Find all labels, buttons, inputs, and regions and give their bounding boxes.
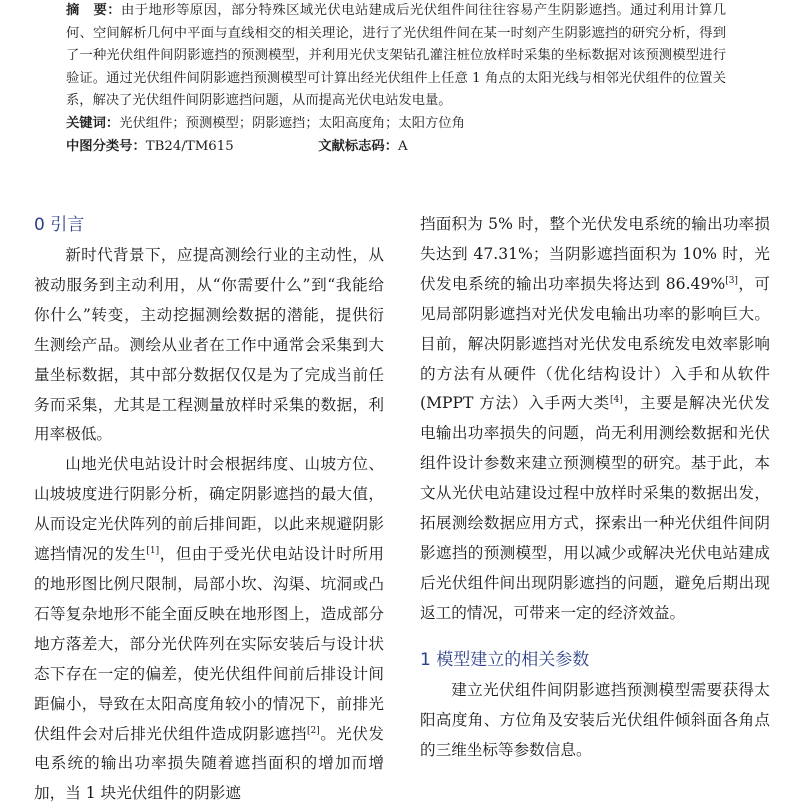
right-column bbox=[420, 210, 770, 765]
citation-ref-3[interactable]: [3] bbox=[725, 275, 738, 286]
keywords-label: 关键词： bbox=[66, 115, 120, 131]
clc-value: TB24/TM615 bbox=[145, 138, 234, 154]
abstract-block bbox=[66, 0, 726, 158]
citation-ref-4[interactable]: [4] bbox=[610, 395, 623, 406]
keywords-line bbox=[66, 113, 726, 136]
citation-ref-2[interactable]: [2] bbox=[307, 725, 320, 736]
section-heading-parameters: 1 模型建立的相关参数 bbox=[420, 649, 590, 670]
intro-paragraph-2: 山地光伏电站设计时会根据纬度、山坡方位、山坡坡度进行阴影分析，确定阴影遮挡的最大值，从而设定光伏阵列的前后排间距，以此来规避阴影遮挡情况的发生[1]，但由于受光伏电站设计时所用的地形图比例尺限制，局部小坎、沟渠、坑洞或凸石等复杂地形不能全面反映在地形图上，造成部分地方落差大，部分光伏阵列在实际安装后与设计状态下存在一定的偏差，使光伏组件间前后排设计间距偏小，导致在太阳高度角较小的情况下，前排光伏组件会对后排光伏组件造成阴影遮挡[2]。光伏发电系统的输出功率损失随着遮挡面积的增加而增加，当 1 块光伏组件的阴影遮 bbox=[34, 455, 384, 803]
abstract-label: 摘 要： bbox=[66, 3, 122, 18]
left-column bbox=[34, 210, 384, 809]
doc-code-label: 文献标志码： bbox=[318, 138, 399, 154]
section-heading-introduction: 0 引言 bbox=[34, 215, 85, 235]
keywords-text: 光伏组件；预测模型；阴影遮挡；太阳高度角；太阳方位角 bbox=[119, 115, 465, 131]
abstract-text: 由于地形等原因，部分特殊区域光伏电站建成后光伏组件间往往容易产生阴影遮挡。通过利用计算几何、空间解析几何中平面与直线相交的相关理论，进行了光伏组件间在某一时刻产生阴影遮挡的研究分析，得到了一种光伏组件间阴影遮挡的预测模型，并利用光伏支架钻孔灌注桩位放样时采集的坐标数据对该预测模型进行验证。通过光伏组件间阴影遮挡预测模型可计算出经光伏组件上任意 1 角点的太阳光线与相邻光伏组件的位置关系，解决了光伏组件间阴影遮挡问题，从而提高光伏电站发电量。 bbox=[66, 3, 727, 109]
abstract-paragraph bbox=[66, 0, 726, 113]
clc-label: 中图分类号： bbox=[66, 138, 146, 154]
intro-paragraph-1: 新时代背景下，应提高测绘行业的主动性，从被动服务到主动利用，从“你需要什么”到“我能给你什么”转变，主动挖掘测绘数据的潜能，提供衍生测绘产品。测绘从业者在工作中通常会采集到大量坐标数据，其中部分数据仅仅是为了完成当前任务而采集，尤其是工程测量放样时采集的数据，利用率极低。 bbox=[34, 246, 384, 444]
intro-paragraph-2-continued: 挡面积为 5% 时，整个光伏发电系统的输出功率损失达到 47.31%；当阴影遮挡面积为 10% 时，光伏发电系统的输出功率损失将达到 86.49%[3]，可见局部阴影遮挡对光伏发电输出功率的影响巨大。目前，解决阴影遮挡对光伏发电系统发电效率影响的方法有从硬件（优化结构设计）入手和从软件 (MPPT 方法）入手两大类[4]，主要是解决光伏发电输出功率损失的问题，尚无利用测绘数据和光伏组件设计参数来建立预测模型的研究。基于此，本文从光伏电站建设过程中放样时采集的数据出发，拓展测绘数据应用方式，探索出一种光伏组件间阴影遮挡的预测模型，用以减少或解决光伏电站建成后光伏组件间出现阴影遮挡的问题，避免后期出现返工的情况，可带来一定的经济效益。 bbox=[420, 215, 770, 622]
citation-ref-1[interactable]: [1] bbox=[146, 545, 160, 556]
parameters-paragraph-1: 建立光伏组件间阴影遮挡预测模型需要获得太阳高度角、方位角及安装后光伏组件倾斜面各角点的三维坐标等参数信息。 bbox=[420, 680, 770, 759]
doc-code-value: A bbox=[398, 138, 408, 154]
classification-line bbox=[66, 136, 726, 159]
